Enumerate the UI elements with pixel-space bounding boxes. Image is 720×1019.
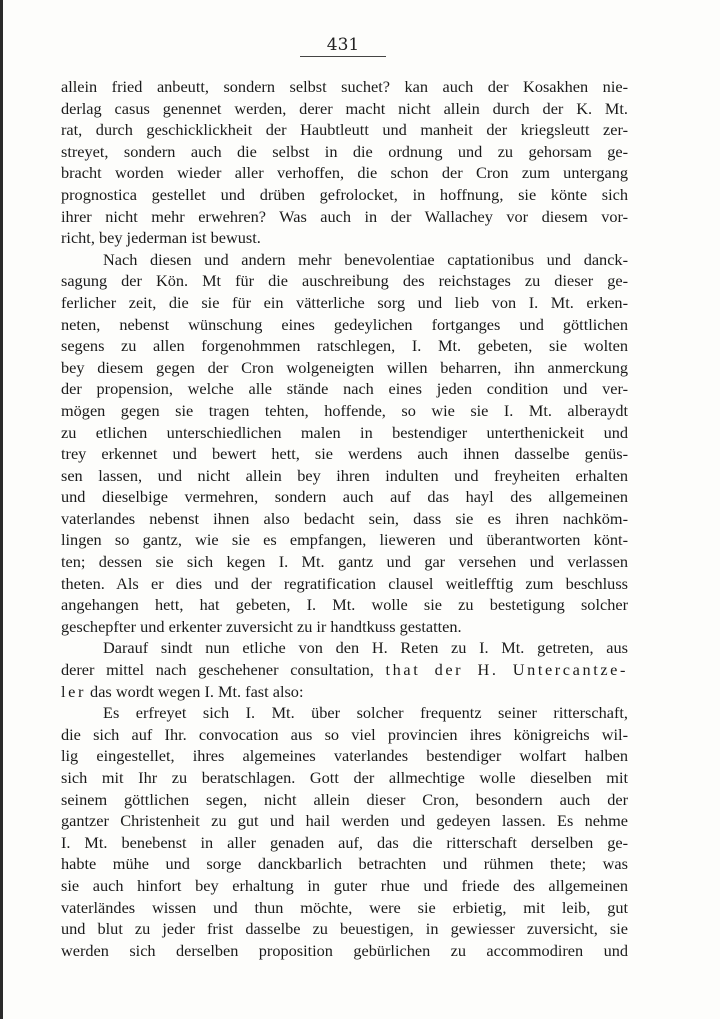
text-line: theten. Als er dies und der regratification clausel weitlefftig zum beschluss (61, 573, 628, 593)
text-line: zu etlichen unterschiedlichen malen in bestendiger unterthenickeit und (61, 422, 628, 442)
text-line: Nach diesen und andern mehr benevolentiae captationibus und danck- (103, 249, 628, 269)
text-line: seinem göttlichen segen, nicht allein dieser Cron, besondern auch der (61, 789, 628, 809)
text-line: und dieselbige vermehren, sondern auch auf das hayl des allgemeinen (61, 487, 628, 507)
text-line: derlag casus genennet werden, derer macht nicht allein durch der K. Mt. (61, 98, 628, 118)
text-line: sich mit Ihr zu beratschlagen. Gott der allmechtige wolle dieselben mit (61, 768, 628, 787)
text-line: richt, bey jederman ist bewust. (61, 228, 261, 248)
paragraph-4 (61, 702, 628, 961)
text-line: Darauf sindt nun etliche von den H. Reten zu I. Mt. getreten, aus (103, 638, 628, 658)
spaced-text-segment: ler (61, 681, 86, 701)
text-line: ten; dessen sie sich kegen I. Mt. gantz und gar versehen und verlassen (61, 552, 628, 572)
text-line: sagung der Kön. Mt für die auschreibung des reichstages zu dieser ge- (61, 271, 628, 291)
text-line: sen lassen, und nicht allein bey ihren indulten und freyheiten erhalten (61, 465, 628, 485)
text-line: gantzer Christenheit zu gut und hail werden und gedeyen lassen. Es nehme (61, 811, 628, 831)
text-line: bey diesem gegen der Cron wolgeneigten willen beharren, ihn anmerckung (61, 357, 628, 377)
text-line: mögen gegen sie tragen tehten, hoffende, so wie sie I. Mt. alberaydt (61, 400, 628, 420)
text-line: habte mühe und sorge danckbarlich betrachten und rühmen thete; was (61, 854, 628, 874)
text-line: und blut zu jeder frist dasselbe zu beuestigen, in gewiesser zuversicht, sie (61, 919, 628, 939)
paragraph-3 (61, 637, 628, 702)
text-segment: das wordt wegen I. Mt. fast also: (85, 681, 304, 701)
text-line: streyet, sondern auch die selbst in die ordnung und zu gehorsam ge- (61, 141, 628, 161)
text-line: ihrer nicht mehr erwehren? Was auch in der Wallachey vor diesem vor- (61, 206, 628, 226)
text-line: lingen so gantz, wie sie es empfangen, lieweren und überantworten könt- (61, 530, 628, 550)
text-line: die sich auf Ihr. convocation aus so viel provincien ihres königreichs wil- (61, 724, 628, 744)
text-line: werden sich derselben proposition gebürlichen zu accommodiren und (61, 940, 628, 960)
text-line: prognostica gestellet und drüben gefrolocket, in hoffnung, sie könte sich (61, 184, 628, 204)
page-number: 431 (300, 36, 386, 57)
text-line: angehangen hett, hat gebeten, I. Mt. wolle sie zu bestetigung solcher (61, 595, 628, 615)
text-line: sie auch hinfort bey erhaltung in guter rhue und friede des allgemeinen (61, 875, 628, 895)
scan-edge (0, 0, 3, 1019)
text-line: geschepfter und erkenter zuversicht zu ir handtkuss gestatten. (61, 616, 462, 636)
text-line (61, 681, 628, 703)
text-line: segens zu allen forgenohmmen ratschlegen, I. Mt. gebeten, sie wolten (61, 336, 628, 356)
text-segment: derer mittel nach geschehener consultation, (61, 660, 386, 680)
text-line: lig eingestellet, ihres algemeines vaterlandes bestendiger wolfart halben (61, 746, 628, 766)
text-line: I. Mt. benebenst in aller genaden auf, das die ritterschaft derselben ge- (61, 832, 628, 852)
paragraph-2 (61, 249, 628, 638)
paragraph-1 (61, 76, 628, 249)
text-line: ferlicher zeit, die sie für ein vätterliche sorg und lieb von I. Mt. erken- (61, 292, 628, 312)
text-line: der propension, welche alle stände nach eines jeden condition und ver- (61, 379, 628, 399)
text-line: trey erkennet und bewert hett, sie werdens auch ihnen dasselbe genüs- (61, 444, 628, 464)
body-text (61, 76, 628, 961)
text-line: Es erfreyet sich I. Mt. über solcher frequentz seiner ritterschaft, (103, 703, 628, 723)
text-line: allein fried anbeutt, sondern selbst suchet? kan auch der Kosakhen nie- (61, 77, 628, 96)
text-line: vaterlandes nebenst ihnen also bedacht sein, dass sie es ihren nachköm- (61, 508, 628, 528)
text-line (61, 659, 628, 681)
text-line: neten, nebenst wünschung eines gedeylichen fortganges und göttlichen (61, 314, 628, 334)
text-line: bracht worden wieder aller verhoffen, die schon der Cron zum untergang (61, 163, 628, 183)
text-line: rat, durch geschicklickheit der Haubtleutt und manheit der kriegsleutt zer- (61, 120, 628, 140)
spaced-text-segment: that der H. Untercantze- (385, 660, 629, 680)
text-line: vaterländes wissen und thun möchte, were sie erbietig, mit leib, gut (61, 897, 628, 917)
